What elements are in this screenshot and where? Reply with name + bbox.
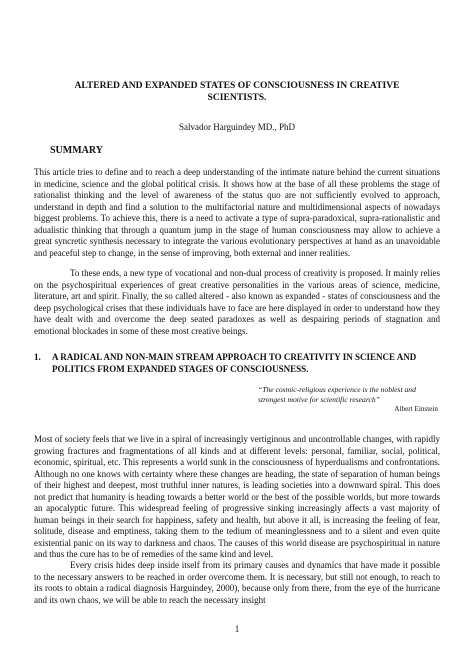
article-title: ALTERED AND EXPANDED STATES OF CONSCIOUSNESS IN CREATIVE SCIENTISTS. bbox=[74, 80, 400, 103]
section-1-heading-line-1: A RADICAL AND NON-MAIN STREAM APPROACH TO CREATIVITY IN SCIENCE AND bbox=[52, 352, 417, 362]
section-1-paragraph-2: Every crisis hides deep inside itself from its primary causes and dynamics that have made it possible to the necessary answers to be reached in order overcome them. It is necessary, but still not enough, to reach to its roots to obtain a radical diagnosis Harguindey, 2000), because only from there, from the eye of the hurricane and its own chaos, we will be able to reach the necessary insight bbox=[34, 560, 440, 605]
section-1-paragraph-1: Most of society feels that we live in a spiral of increasingly vertiginous and uncontrollable changes, with rapidly growing fractures and fragmentations of all kinds and at different levels: personal, familiar, social, political, economic, spiritual, etc. This represents a world sunk in the consciousness of hyperdualisms and confrontations. Although no one knows with certainty where these changes are heading, the state of separation of human beings of their highest and deepest, most truthful inner natures, is leading societies into a downward spiral. This does not predict that humanity is heading towards a better world or the best of the possible worlds, but more towards an apocalyptic future. This widespread feeling of progressive sinking increasingly affects a vast majority of human beings in their search for happiness, safety and health, but above it all, is increasing the feeling of fear, solitude, disease and emptiness, taking them to the tedium of meaninglessness and to a silent and even quite existential panic on its way to darkness and chaos. The causes of this world disease are psychospiritual in nature and thus the cure has to be of remedies of the same kind and level. bbox=[34, 434, 440, 559]
summary-heading: SUMMARY bbox=[50, 145, 103, 156]
epigraph-author: Albert Einstein bbox=[394, 405, 438, 413]
summary-paragraph-1: This article tries to define and to reach a deep understanding of the intimate nature behind the current situations in medicine, science and the global political crisis. It shows how at the base of all these problems the stage of rationalist thinking and the level of awareness of the status quo are not sufficiently evolved to approach, understand in depth and find a solution to the multifactorial nature and multidimensional aspects of nowadays biggest problems. To achieve this, there is a need to activate a type of supra-paradoxical, supra-rationalistic and adualistic thinking that through a quantum jump in the stage of human consciousness may allow to achieve a great syncretic synthesis necessary to integrate the various evolutionary perspectives at hand as an unavoidable and peaceful step to change, in the sense of improving, both external and inner realities. bbox=[34, 167, 440, 258]
section-1-number: 1. bbox=[34, 352, 41, 362]
section-1-heading bbox=[34, 352, 440, 375]
page-number: 1 bbox=[234, 624, 240, 634]
section-1-heading-line-2: POLITICS FROM EXPANDED STAGES OF CONSCIOUSNESS. bbox=[52, 363, 309, 374]
summary-paragraph-2: To these ends, a new type of vocational and non-dual process of creativity is proposed. It mainly relies on the psychospiritual experiences of great creative personalities in the various areas of science, medicine, literature, art and spirit. Finally, the so called altered - also known as expanded - states of consciousness and the deep psychological crises that these individuals have to face are here displayed in order to understand how they have dealt with and overcome the deep seated paradoxes as well as despairing periods of stagnation and emotional blockades in some of these most creative beings. bbox=[34, 268, 440, 336]
author-line: Salvador Harguindey MD., PhD bbox=[178, 122, 296, 132]
epigraph-quote: “The cosmic-religious experience is the noblest and strongest motive for scientific research” bbox=[258, 385, 416, 404]
